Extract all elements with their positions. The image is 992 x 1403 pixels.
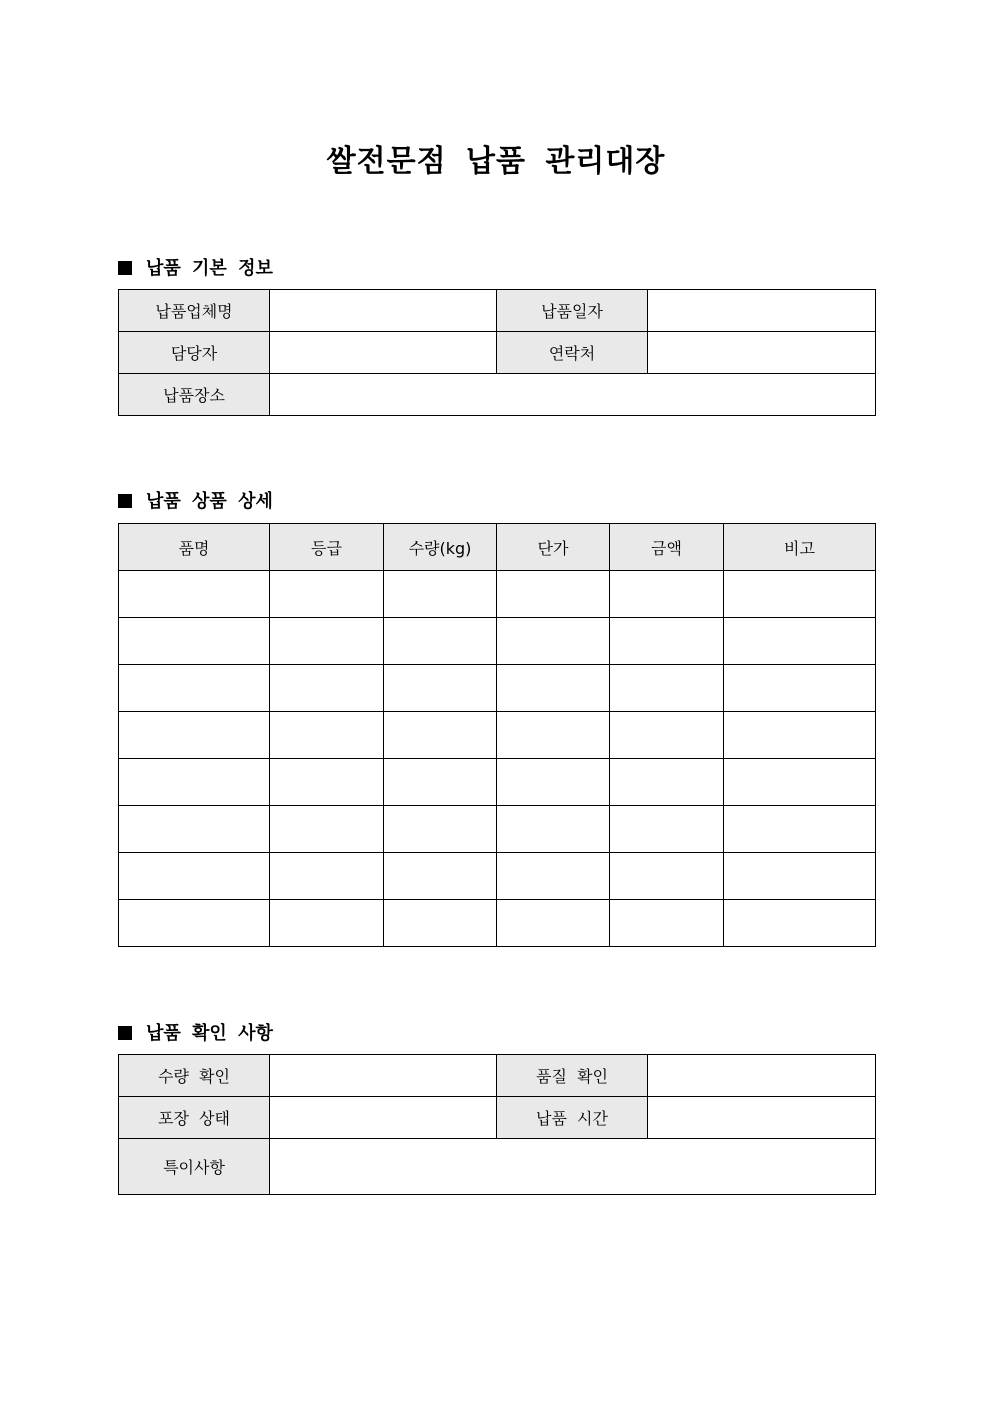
- table-cell[interactable]: [610, 571, 724, 618]
- table-cell[interactable]: [497, 712, 610, 759]
- table-cell[interactable]: [270, 665, 384, 712]
- table-cell[interactable]: [497, 759, 610, 806]
- table-cell[interactable]: [610, 759, 724, 806]
- delivery-time-field[interactable]: [648, 1097, 876, 1139]
- quality-check-field[interactable]: [648, 1055, 876, 1097]
- column-header: 등급: [270, 524, 384, 571]
- square-bullet-icon: [118, 261, 132, 275]
- table-row: [119, 806, 876, 853]
- section-heading-basic-info: [118, 254, 273, 280]
- section-heading-label: 납품 확인 사항: [146, 1023, 273, 1044]
- table-cell[interactable]: [270, 900, 384, 947]
- delivery-place-label: 납품장소: [119, 374, 270, 416]
- table-cell[interactable]: [497, 665, 610, 712]
- table-cell[interactable]: [610, 712, 724, 759]
- table-cell[interactable]: [119, 900, 270, 947]
- square-bullet-icon: [118, 494, 132, 508]
- quality-check-label: 품질 확인: [497, 1055, 648, 1097]
- delivery-place-field[interactable]: [270, 374, 876, 416]
- vendor-name-label: 납품업체명: [119, 290, 270, 332]
- confirmation-table: [118, 1054, 876, 1195]
- basic-info-table: [118, 289, 876, 416]
- table-cell[interactable]: [497, 806, 610, 853]
- table-cell[interactable]: [610, 618, 724, 665]
- table-cell[interactable]: [270, 806, 384, 853]
- table-cell[interactable]: [270, 571, 384, 618]
- table-row: [119, 900, 876, 947]
- table-row: [119, 853, 876, 900]
- table-cell[interactable]: [119, 665, 270, 712]
- table-cell[interactable]: [119, 571, 270, 618]
- section-heading-label: 납품 기본 정보: [146, 258, 273, 279]
- table-cell[interactable]: [384, 665, 497, 712]
- table-cell[interactable]: [119, 806, 270, 853]
- packaging-state-label: 포장 상태: [119, 1097, 270, 1139]
- table-cell[interactable]: [724, 618, 876, 665]
- manager-field[interactable]: [270, 332, 497, 374]
- table-cell[interactable]: [497, 900, 610, 947]
- table-cell[interactable]: [384, 806, 497, 853]
- table-cell[interactable]: [724, 759, 876, 806]
- table-cell[interactable]: [270, 853, 384, 900]
- table-cell[interactable]: [610, 900, 724, 947]
- column-header: 단가: [497, 524, 610, 571]
- table-cell[interactable]: [724, 571, 876, 618]
- column-header: 수량(kg): [384, 524, 497, 571]
- table-cell[interactable]: [384, 712, 497, 759]
- table-cell[interactable]: [384, 900, 497, 947]
- product-detail-table: [118, 523, 876, 947]
- contact-label: 연락처: [497, 332, 648, 374]
- delivery-date-label: 납품일자: [497, 290, 648, 332]
- table-cell[interactable]: [119, 853, 270, 900]
- table-cell[interactable]: [119, 759, 270, 806]
- table-cell[interactable]: [724, 665, 876, 712]
- table-cell[interactable]: [384, 759, 497, 806]
- table-row: [119, 571, 876, 618]
- table-cell[interactable]: [724, 853, 876, 900]
- column-header: 비고: [724, 524, 876, 571]
- table-cell[interactable]: [270, 759, 384, 806]
- table-cell[interactable]: [724, 712, 876, 759]
- remarks-field[interactable]: [270, 1139, 876, 1195]
- table-cell[interactable]: [270, 618, 384, 665]
- page-title: 쌀전문점 납품 관리대장: [326, 144, 666, 179]
- table-cell[interactable]: [384, 853, 497, 900]
- section-heading-label: 납품 상품 상세: [146, 491, 273, 512]
- packaging-state-field[interactable]: [270, 1097, 497, 1139]
- table-cell[interactable]: [497, 853, 610, 900]
- table-cell[interactable]: [497, 618, 610, 665]
- quantity-check-field[interactable]: [270, 1055, 497, 1097]
- remarks-label: 특이사항: [119, 1139, 270, 1195]
- section-heading-confirmation: [118, 1019, 273, 1045]
- table-row: [119, 712, 876, 759]
- delivery-date-field[interactable]: [648, 290, 876, 332]
- table-cell[interactable]: [497, 571, 610, 618]
- table-cell[interactable]: [384, 571, 497, 618]
- table-cell[interactable]: [270, 712, 384, 759]
- table-row: [119, 759, 876, 806]
- table-cell[interactable]: [610, 806, 724, 853]
- column-header: 금액: [610, 524, 724, 571]
- table-cell[interactable]: [119, 618, 270, 665]
- table-cell[interactable]: [610, 665, 724, 712]
- contact-field[interactable]: [648, 332, 876, 374]
- manager-label: 담당자: [119, 332, 270, 374]
- product-detail-rows: [119, 571, 876, 947]
- table-row: [119, 618, 876, 665]
- table-cell[interactable]: [119, 712, 270, 759]
- section-heading-product-detail: [118, 487, 273, 513]
- quantity-check-label: 수량 확인: [119, 1055, 270, 1097]
- square-bullet-icon: [118, 1026, 132, 1040]
- table-cell[interactable]: [384, 618, 497, 665]
- table-cell[interactable]: [724, 806, 876, 853]
- table-cell[interactable]: [610, 853, 724, 900]
- column-header: 품명: [119, 524, 270, 571]
- delivery-time-label: 납품 시간: [497, 1097, 648, 1139]
- table-row: [119, 665, 876, 712]
- table-cell[interactable]: [724, 900, 876, 947]
- vendor-name-field[interactable]: [270, 290, 497, 332]
